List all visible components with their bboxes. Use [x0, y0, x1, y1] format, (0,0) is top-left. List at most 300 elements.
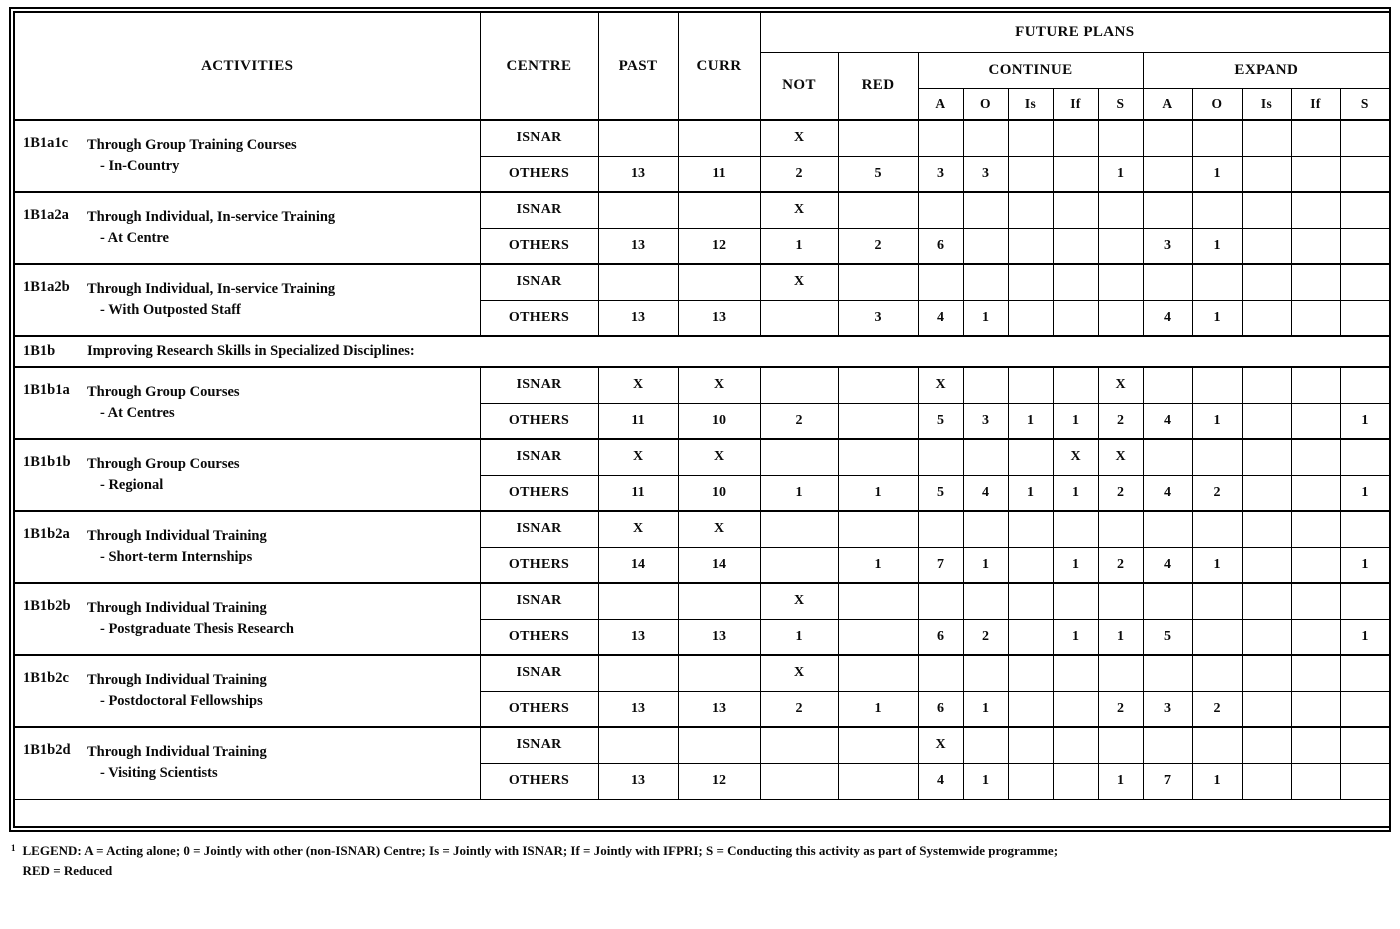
expand-a-cell: 4: [1143, 300, 1192, 336]
expand-if-cell: [1291, 763, 1340, 799]
curr-cell: X: [678, 511, 760, 547]
not-cell: 1: [760, 228, 838, 264]
continue-o-cell: [963, 367, 1008, 403]
curr-cell: [678, 192, 760, 228]
not-cell: [760, 367, 838, 403]
red-cell: [838, 727, 918, 763]
activity-subtitle: - Visiting Scientists: [100, 765, 218, 782]
activity-code: 1B1b2b: [23, 597, 71, 614]
centre-cell: OTHERS: [480, 156, 598, 192]
activity-subtitle: - At Centres: [100, 405, 175, 421]
red-cell: 5: [838, 156, 918, 192]
continue-is-cell: [1008, 727, 1053, 763]
centre-cell: ISNAR: [480, 120, 598, 156]
not-cell: X: [760, 120, 838, 156]
continue-if-cell: [1053, 156, 1098, 192]
continue-a-cell: [918, 264, 963, 300]
red-cell: [838, 511, 918, 547]
continue-if-cell: [1053, 727, 1098, 763]
activity-cell: [14, 120, 480, 192]
not-cell: 2: [760, 691, 838, 727]
expand-if-cell: [1291, 300, 1340, 336]
past-cell: 11: [598, 403, 678, 439]
section-row: [14, 336, 1390, 367]
expand-is-cell: [1242, 655, 1291, 691]
continue-o-cell: [963, 511, 1008, 547]
continue-o-cell: 1: [963, 763, 1008, 799]
table-row: [14, 655, 1390, 691]
curr-cell: 10: [678, 475, 760, 511]
expand-if-cell: [1291, 619, 1340, 655]
activity-cell: [14, 439, 480, 511]
expand-is-cell: [1242, 264, 1291, 300]
expand-if-cell: [1291, 367, 1340, 403]
not-cell: X: [760, 583, 838, 619]
not-cell: [760, 300, 838, 336]
continue-s-cell: 2: [1098, 547, 1143, 583]
continue-o-cell: [963, 192, 1008, 228]
expand-if-cell: [1291, 475, 1340, 511]
red-cell: [838, 655, 918, 691]
activity-cell: [14, 655, 480, 727]
continue-s-cell: 2: [1098, 403, 1143, 439]
expand-a-cell: 4: [1143, 547, 1192, 583]
activity-title: Through Individual Training: [87, 744, 267, 761]
continue-if-cell: [1053, 264, 1098, 300]
red-cell: [838, 264, 918, 300]
curr-cell: X: [678, 367, 760, 403]
curr-cell: [678, 120, 760, 156]
continue-a-cell: [918, 583, 963, 619]
curr-cell: [678, 655, 760, 691]
continue-is-cell: [1008, 264, 1053, 300]
empty-cell: [14, 799, 1390, 827]
expand-if-cell: [1291, 264, 1340, 300]
expand-o-cell: [1192, 264, 1242, 300]
past-cell: 14: [598, 547, 678, 583]
expand-if-cell: [1291, 547, 1340, 583]
continue-if-cell: [1053, 511, 1098, 547]
table-row: [14, 439, 1390, 475]
continue-is-cell: [1008, 120, 1053, 156]
expand-a-cell: 3: [1143, 691, 1192, 727]
centre-cell: OTHERS: [480, 228, 598, 264]
not-cell: [760, 511, 838, 547]
continue-a-cell: 4: [918, 300, 963, 336]
table-row: [14, 727, 1390, 763]
continue-a-cell: 7: [918, 547, 963, 583]
continue-is-cell: [1008, 156, 1053, 192]
activity-title: Through Group Courses: [87, 455, 240, 472]
expand-s-cell: [1340, 655, 1390, 691]
red-cell: [838, 619, 918, 655]
expand-s-cell: 1: [1340, 619, 1390, 655]
centre-cell: ISNAR: [480, 583, 598, 619]
expand-o-cell: 1: [1192, 300, 1242, 336]
past-cell: [598, 583, 678, 619]
expand-o-cell: 1: [1192, 763, 1242, 799]
continue-o-cell: [963, 727, 1008, 763]
centre-cell: ISNAR: [480, 264, 598, 300]
section-cell: [14, 336, 1390, 367]
continue-s-cell: [1098, 583, 1143, 619]
table-row: [14, 264, 1390, 300]
curr-cell: 10: [678, 403, 760, 439]
continue-s-cell: [1098, 727, 1143, 763]
expand-is-cell: [1242, 547, 1291, 583]
continue-is-cell: [1008, 192, 1053, 228]
continue-a-cell: 6: [918, 619, 963, 655]
activity-title: Through Group Courses: [87, 383, 240, 400]
red-cell: 2: [838, 228, 918, 264]
continue-o-cell: [963, 228, 1008, 264]
continue-a-cell: 5: [918, 475, 963, 511]
not-cell: [760, 727, 838, 763]
continue-a-cell: X: [918, 367, 963, 403]
column-header-continue-s: S: [1098, 88, 1143, 120]
curr-cell: 12: [678, 763, 760, 799]
continue-a-cell: 6: [918, 691, 963, 727]
expand-if-cell: [1291, 192, 1340, 228]
centre-cell: ISNAR: [480, 192, 598, 228]
expand-is-cell: [1242, 156, 1291, 192]
expand-if-cell: [1291, 228, 1340, 264]
past-cell: 13: [598, 156, 678, 192]
past-cell: [598, 727, 678, 763]
expand-if-cell: [1291, 691, 1340, 727]
continue-if-cell: [1053, 300, 1098, 336]
column-header-activities: ACTIVITIES: [14, 12, 480, 120]
expand-o-cell: 2: [1192, 691, 1242, 727]
expand-a-cell: 4: [1143, 403, 1192, 439]
centre-cell: OTHERS: [480, 475, 598, 511]
continue-a-cell: [918, 655, 963, 691]
continue-s-cell: [1098, 300, 1143, 336]
expand-o-cell: [1192, 511, 1242, 547]
expand-o-cell: [1192, 655, 1242, 691]
expand-is-cell: [1242, 439, 1291, 475]
activity-title: Through Individual, In-service Training: [87, 208, 336, 225]
expand-a-cell: [1143, 120, 1192, 156]
centre-cell: OTHERS: [480, 619, 598, 655]
continue-is-cell: [1008, 511, 1053, 547]
column-header-expand-s: S: [1340, 88, 1390, 120]
column-header-expand-a: A: [1143, 88, 1192, 120]
continue-is-cell: [1008, 691, 1053, 727]
expand-is-cell: [1242, 583, 1291, 619]
expand-a-cell: 5: [1143, 619, 1192, 655]
expand-if-cell: [1291, 511, 1340, 547]
activity-code: 1B1a2a: [23, 206, 69, 223]
red-cell: [838, 583, 918, 619]
not-cell: 1: [760, 619, 838, 655]
continue-a-cell: X: [918, 727, 963, 763]
expand-a-cell: [1143, 439, 1192, 475]
column-header-continue-a: A: [918, 88, 963, 120]
activity-cell: [14, 367, 480, 439]
table-frame: [9, 7, 1391, 832]
continue-if-cell: [1053, 583, 1098, 619]
expand-is-cell: [1242, 727, 1291, 763]
red-cell: [838, 367, 918, 403]
expand-a-cell: [1143, 511, 1192, 547]
activity-cell: [14, 583, 480, 655]
activity-subtitle: - With Outposted Staff: [100, 302, 241, 318]
table-row: [14, 192, 1390, 228]
centre-cell: ISNAR: [480, 367, 598, 403]
past-cell: 13: [598, 763, 678, 799]
expand-if-cell: [1291, 156, 1340, 192]
continue-s-cell: 1: [1098, 619, 1143, 655]
activity-title: Through Individual Training: [87, 599, 267, 616]
red-cell: 1: [838, 547, 918, 583]
footnote-marker: 1: [11, 843, 16, 853]
activity-code: 1B1a2b: [23, 278, 70, 295]
expand-o-cell: [1192, 439, 1242, 475]
footnote-line2: RED = Reduced: [22, 863, 113, 879]
continue-s-cell: 1: [1098, 763, 1143, 799]
continue-o-cell: [963, 439, 1008, 475]
expand-is-cell: [1242, 511, 1291, 547]
table-row: [14, 367, 1390, 403]
table-body: [14, 120, 1390, 827]
activity-cell: [14, 192, 480, 264]
continue-o-cell: 3: [963, 403, 1008, 439]
column-header-continue-o: O: [963, 88, 1008, 120]
expand-s-cell: [1340, 300, 1390, 336]
centre-cell: OTHERS: [480, 300, 598, 336]
continue-s-cell: [1098, 120, 1143, 156]
section-title: Improving Research Skills in Specialized Disciplines:: [87, 343, 415, 359]
past-cell: 13: [598, 300, 678, 336]
header-row-1: [14, 12, 1390, 52]
continue-s-cell: 2: [1098, 475, 1143, 511]
past-cell: [598, 264, 678, 300]
activity-title: Through Group Training Courses: [87, 136, 297, 153]
column-header-expand-is: Is: [1242, 88, 1291, 120]
activity-code: 1B1b2c: [23, 669, 69, 686]
not-cell: X: [760, 655, 838, 691]
continue-a-cell: 6: [918, 228, 963, 264]
expand-s-cell: 1: [1340, 547, 1390, 583]
expand-a-cell: 4: [1143, 475, 1192, 511]
activity-title: Through Individual Training: [87, 671, 267, 688]
expand-s-cell: [1340, 763, 1390, 799]
continue-is-cell: [1008, 300, 1053, 336]
expand-is-cell: [1242, 367, 1291, 403]
continue-s-cell: X: [1098, 367, 1143, 403]
expand-s-cell: [1340, 727, 1390, 763]
centre-cell: ISNAR: [480, 439, 598, 475]
expand-if-cell: [1291, 439, 1340, 475]
red-cell: [838, 439, 918, 475]
expand-s-cell: [1340, 228, 1390, 264]
activity-code: 1B1b1b: [23, 453, 71, 470]
not-cell: [760, 439, 838, 475]
expand-o-cell: [1192, 619, 1242, 655]
expand-o-cell: 1: [1192, 403, 1242, 439]
continue-if-cell: [1053, 367, 1098, 403]
expand-o-cell: [1192, 367, 1242, 403]
expand-s-cell: [1340, 583, 1390, 619]
not-cell: [760, 763, 838, 799]
activity-subtitle: - At Centre: [100, 230, 169, 246]
continue-s-cell: [1098, 655, 1143, 691]
column-header-red: RED: [838, 52, 918, 120]
centre-cell: OTHERS: [480, 691, 598, 727]
expand-is-cell: [1242, 763, 1291, 799]
curr-cell: 13: [678, 619, 760, 655]
continue-o-cell: 2: [963, 619, 1008, 655]
red-cell: 3: [838, 300, 918, 336]
expand-a-cell: 3: [1143, 228, 1192, 264]
activity-subtitle: - Regional: [100, 477, 164, 493]
expand-is-cell: [1242, 192, 1291, 228]
continue-is-cell: 1: [1008, 475, 1053, 511]
continue-if-cell: 1: [1053, 619, 1098, 655]
continue-a-cell: [918, 511, 963, 547]
activity-title: Through Individual, In-service Training: [87, 280, 336, 297]
continue-is-cell: [1008, 228, 1053, 264]
expand-s-cell: [1340, 367, 1390, 403]
not-cell: 2: [760, 156, 838, 192]
table-row: [14, 120, 1390, 156]
continue-if-cell: 1: [1053, 547, 1098, 583]
expand-is-cell: [1242, 228, 1291, 264]
expand-is-cell: [1242, 120, 1291, 156]
centre-cell: OTHERS: [480, 763, 598, 799]
past-cell: 11: [598, 475, 678, 511]
footnote: [9, 841, 1391, 881]
continue-is-cell: [1008, 583, 1053, 619]
expand-a-cell: [1143, 367, 1192, 403]
footnote-text: [23, 841, 1059, 881]
expand-is-cell: [1242, 403, 1291, 439]
continue-if-cell: 1: [1053, 475, 1098, 511]
red-cell: [838, 403, 918, 439]
curr-cell: 13: [678, 691, 760, 727]
not-cell: 1: [760, 475, 838, 511]
continue-is-cell: [1008, 655, 1053, 691]
continue-o-cell: 4: [963, 475, 1008, 511]
expand-a-cell: [1143, 192, 1192, 228]
expand-a-cell: 7: [1143, 763, 1192, 799]
expand-o-cell: 1: [1192, 156, 1242, 192]
continue-o-cell: 3: [963, 156, 1008, 192]
continue-a-cell: 5: [918, 403, 963, 439]
continue-if-cell: X: [1053, 439, 1098, 475]
continue-a-cell: [918, 192, 963, 228]
continue-if-cell: [1053, 228, 1098, 264]
red-cell: [838, 763, 918, 799]
column-header-past: PAST: [598, 12, 678, 120]
footnote-line1: LEGEND: A = Acting alone; 0 = Jointly with other (non-ISNAR) Centre; Is = Jointly with ISNAR; If = Jointly with IFPRI; S = Conducting this activity as part of Systemwide programme;: [22, 843, 1059, 858]
centre-cell: OTHERS: [480, 547, 598, 583]
curr-cell: [678, 583, 760, 619]
expand-is-cell: [1242, 300, 1291, 336]
curr-cell: 11: [678, 156, 760, 192]
column-header-expand-o: O: [1192, 88, 1242, 120]
centre-cell: ISNAR: [480, 655, 598, 691]
past-cell: [598, 192, 678, 228]
activity-cell: [14, 511, 480, 583]
activity-subtitle: - Postgraduate Thesis Research: [100, 621, 294, 637]
past-cell: X: [598, 439, 678, 475]
column-header-continue-is: Is: [1008, 88, 1053, 120]
past-cell: 13: [598, 228, 678, 264]
red-cell: 1: [838, 691, 918, 727]
continue-s-cell: [1098, 192, 1143, 228]
continue-s-cell: 1: [1098, 156, 1143, 192]
continue-if-cell: [1053, 120, 1098, 156]
expand-if-cell: [1291, 655, 1340, 691]
continue-s-cell: [1098, 511, 1143, 547]
column-header-not: NOT: [760, 52, 838, 120]
expand-o-cell: 2: [1192, 475, 1242, 511]
continue-a-cell: [918, 120, 963, 156]
table-row: [14, 583, 1390, 619]
red-cell: [838, 192, 918, 228]
expand-o-cell: [1192, 727, 1242, 763]
expand-s-cell: 1: [1340, 403, 1390, 439]
column-header-curr: CURR: [678, 12, 760, 120]
table-header: [14, 12, 1390, 120]
expand-if-cell: [1291, 583, 1340, 619]
activity-code: 1B1b2a: [23, 525, 70, 542]
expand-s-cell: 1: [1340, 475, 1390, 511]
continue-s-cell: [1098, 264, 1143, 300]
expand-a-cell: [1143, 727, 1192, 763]
continue-if-cell: [1053, 192, 1098, 228]
column-header-centre: CENTRE: [480, 12, 598, 120]
red-cell: [838, 120, 918, 156]
curr-cell: X: [678, 439, 760, 475]
table-row: [14, 511, 1390, 547]
activity-title: Through Individual Training: [87, 527, 267, 544]
empty-row: [14, 799, 1390, 827]
expand-s-cell: [1340, 264, 1390, 300]
expand-is-cell: [1242, 619, 1291, 655]
activity-cell: [14, 727, 480, 799]
centre-cell: ISNAR: [480, 727, 598, 763]
continue-s-cell: [1098, 228, 1143, 264]
column-header-continue: CONTINUE: [918, 52, 1143, 88]
expand-o-cell: [1192, 120, 1242, 156]
past-cell: [598, 655, 678, 691]
curr-cell: 13: [678, 300, 760, 336]
continue-o-cell: 1: [963, 547, 1008, 583]
continue-is-cell: [1008, 619, 1053, 655]
continue-if-cell: [1053, 691, 1098, 727]
continue-is-cell: [1008, 763, 1053, 799]
continue-o-cell: 1: [963, 300, 1008, 336]
continue-is-cell: [1008, 439, 1053, 475]
activity-subtitle: - In-Country: [100, 158, 180, 174]
expand-is-cell: [1242, 691, 1291, 727]
activity-code: 1B1a1c: [23, 134, 69, 151]
activity-code: 1B1b2d: [23, 742, 71, 759]
past-cell: 13: [598, 619, 678, 655]
column-header-expand: EXPAND: [1143, 52, 1390, 88]
expand-if-cell: [1291, 120, 1340, 156]
past-cell: X: [598, 511, 678, 547]
activity-code: 1B1b1a: [23, 381, 70, 398]
activity-subtitle: - Postdoctoral Fellowships: [100, 693, 263, 709]
curr-cell: 14: [678, 547, 760, 583]
expand-s-cell: [1340, 192, 1390, 228]
expand-s-cell: [1340, 156, 1390, 192]
continue-o-cell: [963, 655, 1008, 691]
